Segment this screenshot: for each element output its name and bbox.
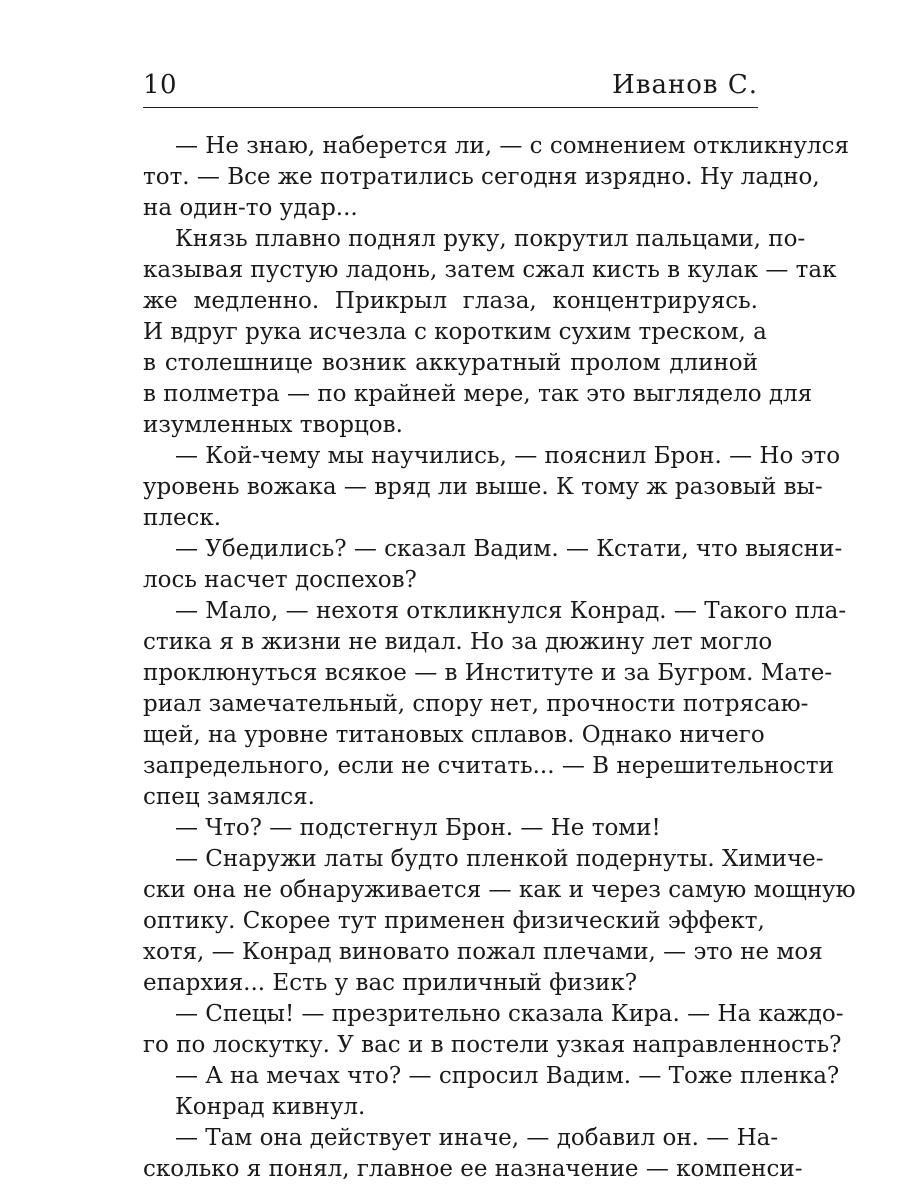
text-line: Конрад кивнул. (175, 1094, 366, 1120)
text-line: лось насчет доспехов? (143, 567, 417, 593)
text-line: щей, на уровне титановых сплавов. Однако ничего (143, 722, 765, 748)
body-text (143, 131, 856, 1185)
text-line: — Кой-чему мы научились, — пояснил Брон. — Но это (175, 443, 841, 469)
text-line: спец замялся. (143, 784, 315, 810)
text-line: изумленных творцов. (143, 412, 403, 438)
text-line: запредельного, если не считать... — В нерешительности (143, 753, 834, 779)
text-line: го по лоскутку. У вас и в постели узкая направленность? (143, 1032, 842, 1058)
text-line: — А на мечах что? — спросил Вадим. — Тоже пленка? (175, 1063, 840, 1089)
running-head (143, 68, 758, 108)
text-line: в полметра — по крайней мере, так это выглядело для (143, 381, 813, 407)
text-line: — Что? — подстегнул Брон. — Не томи! (175, 815, 661, 841)
text-line: проклюнуться всякое — в Институте и за Бугром. Мате- (143, 660, 833, 686)
author-name: Иванов С. (612, 70, 758, 100)
text-line: — Убедились? — сказал Вадим. — Кстати, что выясни- (175, 536, 843, 562)
text-line: в столешнице возник аккуратный пролом длиной (143, 350, 758, 376)
text-line: — Не знаю, наберется ли, — с сомнением откликнулся (175, 133, 850, 159)
text-line: стика я в жизни не видал. Но за дюжину лет могло (143, 629, 773, 655)
text-line: оптику. Скорее тут применен физический эффект, (143, 908, 765, 934)
text-line: же медленно. Прикрыл глаза, концентрируясь. (143, 288, 758, 314)
text-line: хотя, — Конрад виновато пожал плечами, — это не моя (143, 939, 823, 965)
text-line: казывая пустую ладонь, затем сжал кисть в кулак — так (143, 257, 837, 283)
text-line: епархия... Есть у вас приличный физик? (143, 970, 638, 996)
text-line: плеск. (143, 505, 222, 531)
text-line: — Мало, — нехотя откликнулся Конрад. — Такого пла- (175, 598, 847, 624)
text-line: Князь плавно поднял руку, покрутил пальцами, по- (175, 226, 806, 252)
text-line: — Спецы! — презрительно сказала Кира. — На каждо- (175, 1001, 844, 1027)
text-line: ски она не обнаруживается — как и через самую мощную (143, 877, 856, 903)
text-line: уровень вожака — вряд ли выше. К тому ж разовый вы- (143, 474, 823, 500)
text-line: — Снаружи латы будто пленкой подернуты. Химиче- (175, 846, 824, 872)
text-line: сколько я понял, главное ее назначение — компенси- (143, 1156, 803, 1182)
text-line: тот. — Все же потратились сегодня изрядно. Ну ладно, (143, 164, 820, 190)
text-line: на один-то удар... (143, 195, 358, 221)
text-line: — Там она действует иначе, — добавил он. — На- (175, 1125, 779, 1151)
text-line: И вдруг рука исчезла с коротким сухим треском, а (143, 319, 767, 345)
page-number: 10 (143, 70, 178, 100)
text-line: риал замечательный, спору нет, прочности потрясаю- (143, 691, 809, 717)
